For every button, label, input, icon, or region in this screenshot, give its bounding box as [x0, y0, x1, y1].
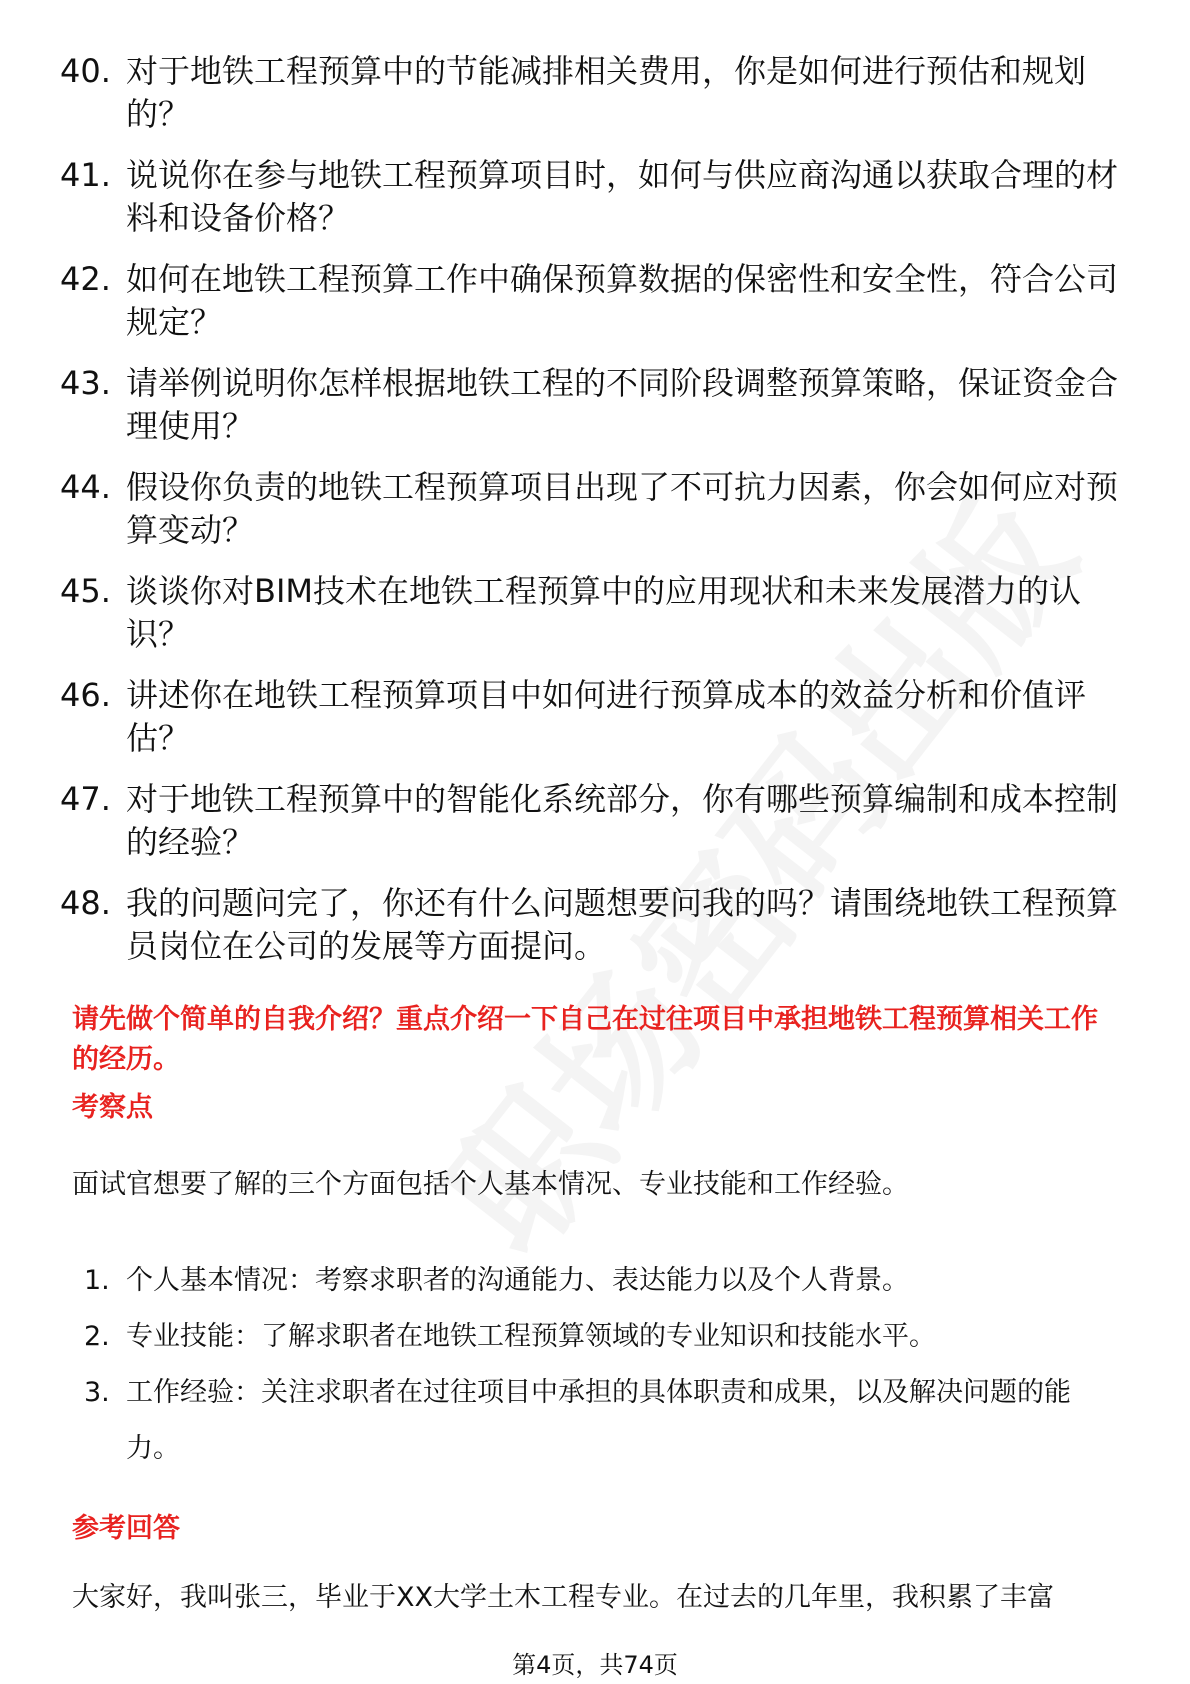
- question-text: 对于地铁工程预算中的节能减排相关费用，你是如何进行预估和规划的？: [126, 52, 1087, 133]
- question-number: 43.: [60, 364, 111, 402]
- list-item: [60, 258, 1120, 344]
- point-number: 3.: [84, 1377, 110, 1408]
- question-text: 请举例说明你怎样根据地铁工程的不同阶段调整预算策略，保证资金合理使用？: [126, 364, 1119, 445]
- point-number: 2.: [84, 1321, 110, 1352]
- focus-heading: 考察点: [72, 1092, 153, 1123]
- question-text: 如何在地铁工程预算工作中确保预算数据的保密性和安全性，符合公司规定？: [126, 260, 1119, 341]
- focus-intro: 面试官想要了解的三个方面包括个人基本情况、专业技能和工作经验。: [72, 1169, 909, 1200]
- list-item: [60, 778, 1120, 864]
- question-text: 说说你在参与地铁工程预算项目时，如何与供应商沟通以获取合理的材料和设备价格？: [126, 156, 1119, 237]
- question-number: 48.: [60, 884, 111, 922]
- list-item: [60, 674, 1120, 760]
- list-item: [84, 1253, 1124, 1309]
- question-number: 44.: [60, 468, 111, 506]
- question-number: 42.: [60, 260, 111, 298]
- point-text: 个人基本情况：考察求职者的沟通能力、表达能力以及个人背景。: [126, 1265, 909, 1296]
- list-item: [84, 1309, 1124, 1365]
- list-item: [60, 466, 1120, 552]
- focus-points: [84, 1253, 1124, 1477]
- featured-question: 请先做个简单的自我介绍？重点介绍一下自己在过往项目中承担地铁工程预算相关工作的经历。: [72, 1004, 1098, 1075]
- question-text: 讲述你在地铁工程预算项目中如何进行预算成本的效益分析和价值评估？: [126, 676, 1087, 757]
- list-item: [60, 570, 1120, 656]
- answer-heading: 参考回答: [72, 1513, 180, 1544]
- list-item: [60, 154, 1120, 240]
- point-text: 工作经验：关注求职者在过往项目中承担的具体职责和成果，以及解决问题的能力。: [126, 1377, 1071, 1464]
- question-text: 对于地铁工程预算中的智能化系统部分，你有哪些预算编制和成本控制的经验？: [126, 780, 1119, 861]
- point-text: 专业技能：了解求职者在地铁工程预算领域的专业知识和技能水平。: [126, 1321, 936, 1352]
- point-number: 1.: [84, 1265, 110, 1296]
- question-text: 我的问题问完了，你还有什么问题想要问我的吗？请围绕地铁工程预算员岗位在公司的发展等方面提问。: [126, 884, 1119, 965]
- question-number: 46.: [60, 676, 111, 714]
- question-number: 41.: [60, 156, 111, 194]
- question-number: 40.: [60, 52, 111, 90]
- list-item: [60, 362, 1120, 448]
- list-item: [60, 882, 1120, 968]
- list-item: [60, 50, 1120, 136]
- list-item: [84, 1365, 1124, 1477]
- question-number: 47.: [60, 780, 111, 818]
- question-list: [60, 50, 1120, 986]
- question-number: 45.: [60, 572, 111, 610]
- question-text: 谈谈你对BIM技术在地铁工程预算中的应用现状和未来发展潜力的认识？: [126, 572, 1082, 653]
- page-footer: 第4页，共74页: [512, 1651, 678, 1679]
- question-text: 假设你负责的地铁工程预算项目出现了不可抗力因素，你会如何应对预算变动？: [126, 468, 1119, 549]
- answer-text: 大家好，我叫张三，毕业于XX大学土木工程专业。在过去的几年里，我积累了丰富: [72, 1582, 1054, 1613]
